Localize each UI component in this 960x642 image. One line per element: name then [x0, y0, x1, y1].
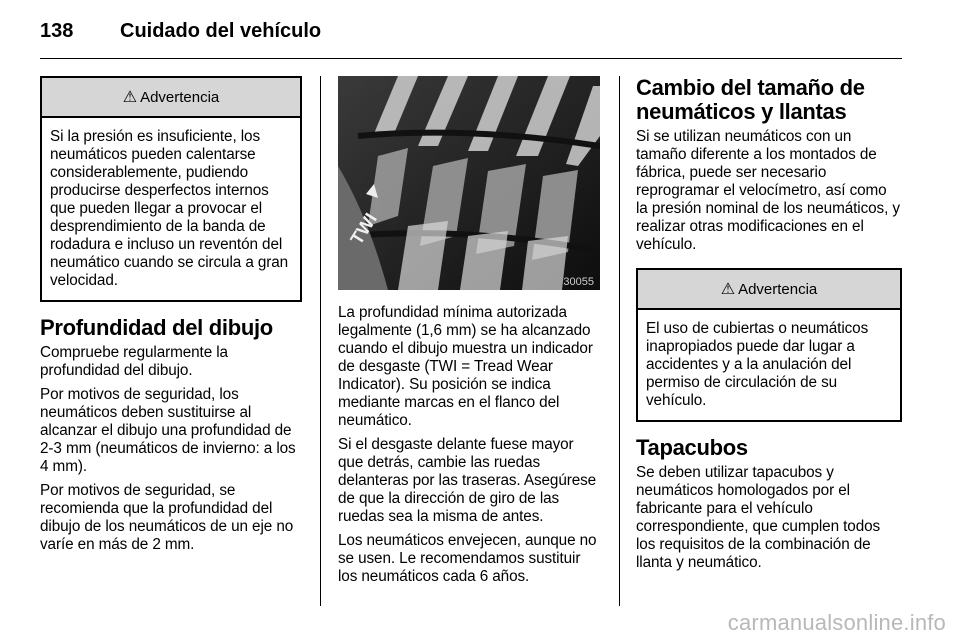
page-number: 138 [40, 20, 74, 42]
warning-box-tyres [636, 268, 902, 422]
paragraph: Por motivos de seguridad, los neumáticos deben sustituirse al alcanzar el dibujo una profundidad de 2-3 mm (neumáticos de invierno: a los 4 mm). [40, 386, 296, 475]
warning-triangle-icon: ⚠ [122, 89, 138, 106]
paragraph: Si el desgaste delante fuese mayor que detrás, cambie las ruedas delanteras por las traseras. Asegúrese de que la dirección de giro de las ruedas sea la misma de antes. [338, 436, 597, 525]
column-divider-2 [619, 76, 620, 606]
section-heading-tread-depth: Profundidad del dibujo [40, 315, 273, 340]
warning-text: Si la presión es insuficiente, los neumáticos pueden calentarse considerablemente, pudiendo producirse desperfectos internos que pueden llegar a provocar el desprendimiento de la banda de rodadura e incluso un reventón del neumático cuando se circula a gran velocidad. [50, 128, 289, 289]
warning-text: El uso de cubiertas o neumáticos inapropiados puede dar lugar a accidentes y a la anulación del permiso de circulación de su vehículo. [646, 320, 869, 409]
paragraph: Si se utilizan neumáticos con un tamaño diferente a los montados de fábrica, puede ser necesario reprogramar el velocímetro, así como la presión nominal de los neumáticos, y realizar otras modificaciones en el vehículo. [636, 128, 900, 253]
warning-box-pressure [40, 76, 302, 302]
image-code: 30055 [563, 276, 594, 288]
paragraph: Los neumáticos envejecen, aunque no se usen. Le recomendamos sustituir los neumáticos cada 6 años. [338, 532, 597, 585]
paragraph: Compruebe regularmente la profundidad del dibujo. [40, 344, 228, 379]
header-rule [40, 58, 902, 59]
chapter-title: Cuidado del vehículo [120, 20, 322, 42]
warning-header [42, 78, 300, 118]
page-header [40, 14, 920, 60]
warning-header [638, 270, 900, 310]
column-2 [338, 76, 600, 592]
warning-body [42, 118, 300, 300]
tire-tread-image [338, 76, 600, 290]
column-3 [636, 76, 902, 578]
paragraph: Se deben utilizar tapacubos y neumáticos homologados por el fabricante para el vehículo correspondiente, que cumplen todos los requisitos de la combinación de llanta y neumático. [636, 464, 881, 571]
warning-title: Advertencia [140, 88, 220, 106]
watermark: carmanualsonline.info [727, 610, 946, 635]
column-divider-1 [320, 76, 321, 606]
paragraph: La profundidad mínima autorizada legalmente (1,6 mm) se ha alcanzado cuando el dibujo muestra un indicador de desgaste (TWI = Tread Wear Indicator). Su posición se indica mediante marcas en el flanco del neumático. [338, 304, 593, 429]
warning-triangle-icon: ⚠ [720, 281, 736, 298]
warning-body [638, 310, 900, 420]
paragraph: Por motivos de seguridad, se recomienda que la profundidad del dibujo de los neumáticos de un eje no varíe en más de 2 mm. [40, 482, 294, 553]
section-heading-hubcaps: Tapacubos [636, 435, 748, 460]
warning-title: Advertencia [738, 280, 818, 298]
column-1 [40, 76, 302, 560]
section-heading-size-change: Cambio del tamaño de neumáticos y llantas [636, 75, 865, 124]
twi-label: TWI [346, 209, 381, 249]
